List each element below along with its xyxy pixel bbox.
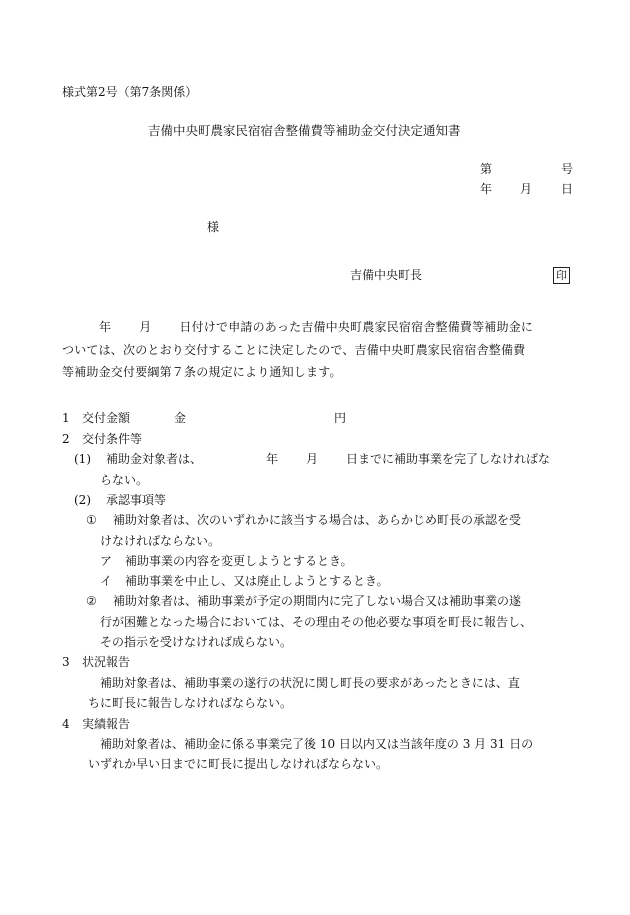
document-title: 吉備中央町農家民宿宿舎整備費等補助金交付決定通知書	[148, 123, 461, 138]
item2-1-text-a: 補助金対象者は、	[106, 452, 203, 466]
item2-2-label: 承認事項等	[106, 493, 167, 507]
intro-paragraph	[62, 316, 574, 384]
date-year: 年	[480, 182, 493, 196]
item3-text: 補助対象者は、補助事業の遂行の状況に関し町長の要求があったときには、直	[100, 676, 520, 690]
item2-1-cont: らない。	[100, 473, 149, 487]
item3-label: 状況報告	[82, 655, 131, 669]
issuer-name: 吉備中央町長	[350, 268, 423, 282]
item2-1-text-b: 日までに補助事業を完了しなければな	[346, 452, 551, 466]
item1-number: 1	[62, 411, 70, 425]
item2-label: 交付条件等	[82, 432, 143, 446]
circle1-cont: けなければならない。	[100, 534, 221, 548]
circle2-text: 補助対象者は、補助事業が予定の期間内に完了しない場合又は補助事業の遂	[113, 594, 522, 608]
circle1-text: 補助対象者は、次のいずれかに該当する場合は、あらかじめ町長の承認を受	[113, 513, 522, 527]
item2-1-number: (1)	[74, 452, 91, 466]
item4-cont: いずれか早い日までに町長に提出しなければならない。	[88, 757, 389, 771]
item2-1-year: 年	[266, 452, 279, 466]
item1-en: 円	[334, 411, 347, 425]
form-label: 様式第2号（第7条関係）	[62, 85, 198, 99]
item3-number: 3	[62, 655, 70, 669]
date-month: 月	[520, 182, 533, 196]
sub-b-number: イ	[100, 574, 113, 588]
item2-1-month: 月	[306, 452, 319, 466]
ref-number-dai: 第	[480, 162, 493, 176]
circle2-cont2: その指示を受けなければ成らない。	[100, 635, 293, 649]
circle2-cont1: 行が困難となった場合においては、その理由その他必要な事項を町長に報告し、	[100, 615, 533, 629]
circle2-number: ②	[86, 594, 97, 608]
intro-line3: 等補助金交付要綱第７条の規定により通知します。	[62, 365, 342, 379]
item1-kin: 金	[174, 411, 187, 425]
sub-a-text: 補助事業の内容を変更しようとするとき。	[125, 554, 353, 568]
item4-number: 4	[62, 717, 70, 731]
intro-line1-rest: 日付けで申請のあった吉備中央町農家民宿宿舎整備費等補助金に	[179, 320, 534, 334]
item2-2-number: (2)	[74, 493, 91, 507]
ref-number-go: 号	[561, 162, 574, 176]
sub-a-number: ア	[100, 554, 113, 568]
item2-number: 2	[62, 432, 70, 446]
intro-year: 年	[99, 320, 112, 334]
addressee-suffix: 様	[207, 220, 220, 234]
item4-label: 実績報告	[82, 717, 131, 731]
circle1-number: ①	[86, 513, 97, 527]
seal-mark: 印	[553, 267, 570, 284]
item1-label: 交付金額	[82, 411, 131, 425]
item3-cont: ちに町長に報告しなければならない。	[88, 696, 293, 710]
sub-b-text: 補助事業を中止し、又は廃止しようとするとき。	[125, 574, 389, 588]
intro-month: 月	[139, 320, 152, 334]
intro-line2: ついては、次のとおり交付することに決定したので、吉備中央町農家民宿宿舎整備費	[62, 342, 526, 357]
item4-text: 補助対象者は、補助金に係る事業完了後 10 日以内又は当該年度の 3 月 31 日の	[100, 737, 534, 751]
date-day: 日	[561, 182, 574, 196]
